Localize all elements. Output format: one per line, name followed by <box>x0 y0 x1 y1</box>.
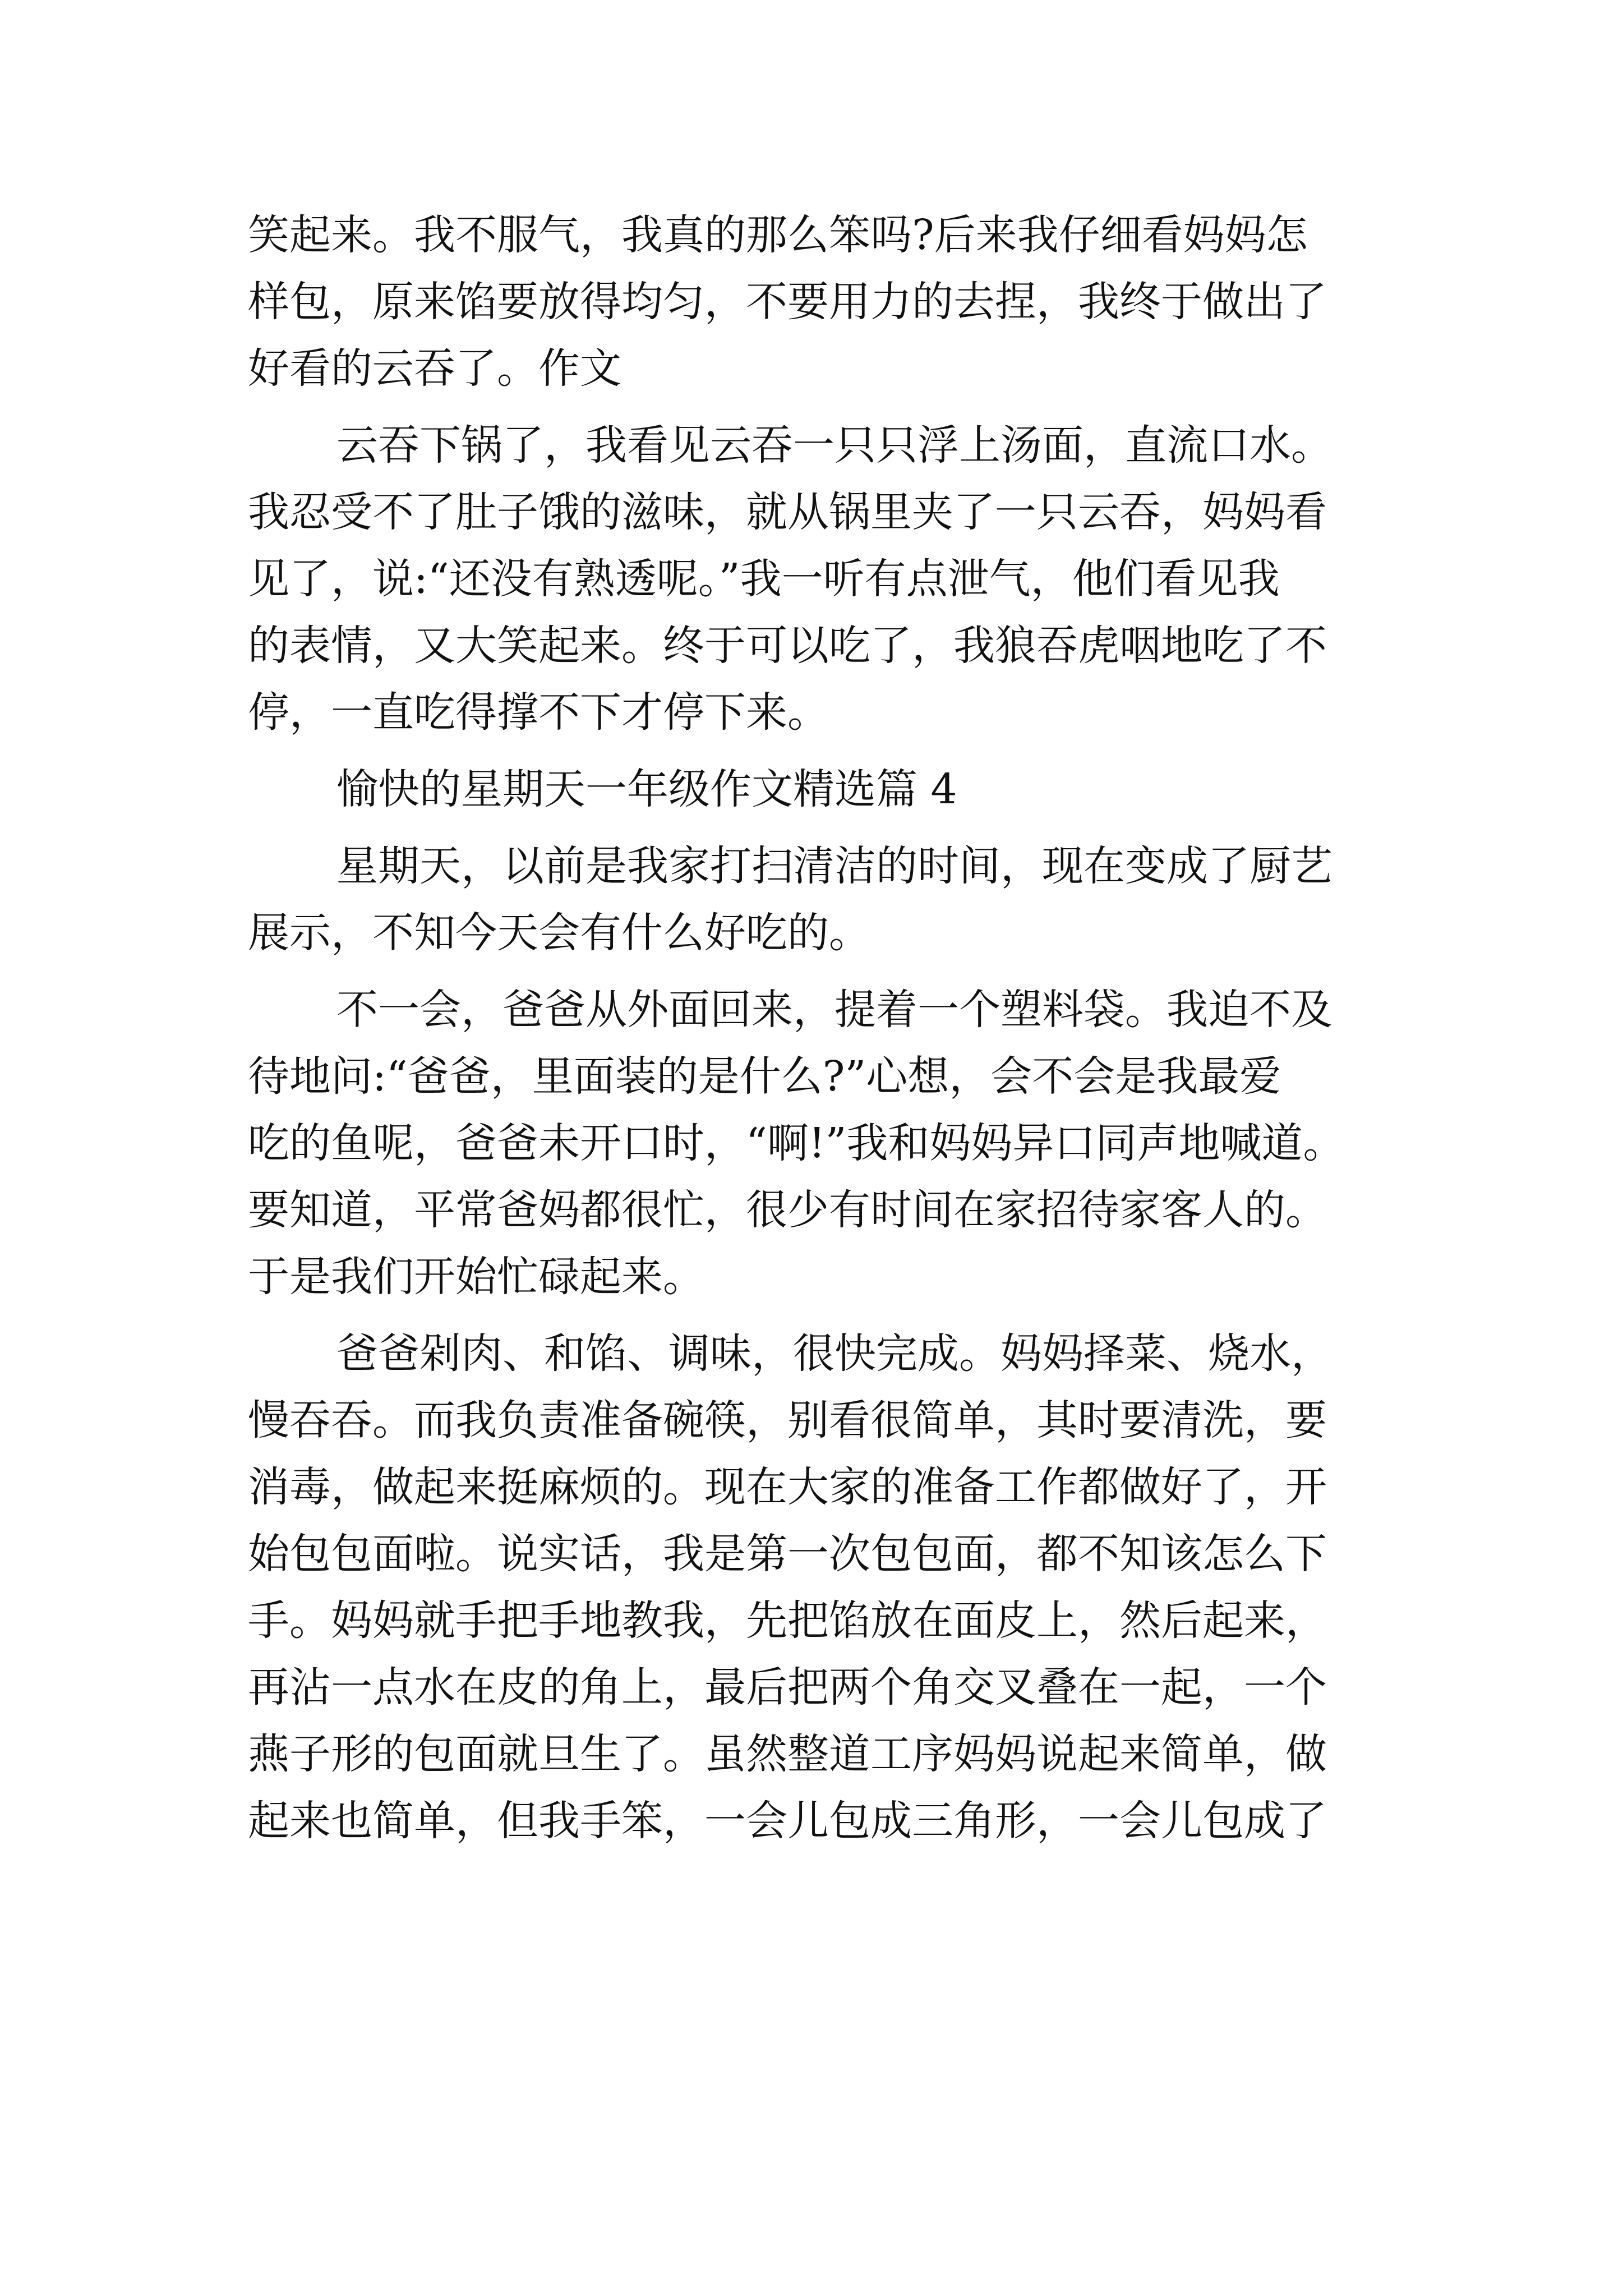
section-heading <box>248 756 1392 823</box>
text-line: 好看的云吞了。作文 <box>248 344 621 393</box>
paragraph-continuation <box>248 202 1392 402</box>
text-line: 爸爸剁肉、和馅、调味，很快完成。妈妈择菜、烧水， <box>336 1329 1332 1378</box>
text-line: 笑起来。我不服气，我真的那么笨吗?后来我仔细看妈妈怎 <box>248 211 1308 259</box>
text-line: 的表情，又大笑起来。终于可以吃了，我狼吞虎咽地吃了不 <box>248 622 1327 670</box>
paragraph <box>248 833 1392 967</box>
document-body <box>248 202 1392 1855</box>
text-line: 始包包面啦。说实话，我是第一次包包面，都不知该怎么下 <box>248 1530 1327 1578</box>
text-line: 我忍受不了肚子饿的滋味，就从锅里夹了一只云吞，妈妈看 <box>248 488 1327 536</box>
text-line: 待地问:“爸爸，里面装的是什么?”心想，会不会是我最爱 <box>248 1052 1281 1101</box>
text-line: 再沾一点水在皮的角上，最后把两个角交叉叠在一起，一个 <box>248 1663 1327 1711</box>
text-line: 展示，不知今天会有什么好吃的。 <box>248 909 870 957</box>
text-line: 慢吞吞。而我负责准备碗筷，别看很简单，其时要清洗，要 <box>248 1396 1327 1444</box>
text-line: 不一会，爸爸从外面回来，提着一个塑料袋。我迫不及 <box>336 986 1332 1034</box>
text-line: 停，一直吃得撑不下才停下来。 <box>248 688 829 737</box>
text-line: 要知道，平常爸妈都很忙，很少有时间在家招待家客人的。 <box>248 1186 1327 1234</box>
text-line: 手。妈妈就手把手地教我，先把馅放在面皮上，然后起来， <box>248 1596 1327 1645</box>
text-line: 燕子形的包面就旦生了。虽然整道工序妈妈说起来简单，做 <box>248 1730 1327 1778</box>
paragraph <box>248 977 1392 1310</box>
paragraph <box>248 1320 1392 1855</box>
text-line: 见了，说:“还没有熟透呢。”我一听有点泄气，他们看见我 <box>248 555 1280 603</box>
text-line: 吃的鱼呢，爸爸未开口时，“啊!”我和妈妈异口同声地喊道。 <box>248 1119 1345 1167</box>
heading-line: 愉快的星期天一年级作文精选篇 4 <box>336 765 957 813</box>
text-line: 于是我们开始忙碌起来。 <box>248 1253 704 1301</box>
text-line: 起来也简单，但我手笨，一会儿包成三角形，一会儿包成了 <box>248 1797 1327 1845</box>
text-line: 云吞下锅了，我看见云吞一只只浮上汤面，直流口水。 <box>336 421 1332 470</box>
text-line: 星期天，以前是我家打扫清洁的时间，现在变成了厨艺 <box>336 842 1332 890</box>
paragraph <box>248 412 1392 746</box>
text-line: 消毒，做起来挺麻烦的。现在大家的准备工作都做好了，开 <box>248 1463 1327 1511</box>
text-line: 样包，原来馅要放得均匀，不要用力的去捏，我终于做出了 <box>248 278 1327 326</box>
